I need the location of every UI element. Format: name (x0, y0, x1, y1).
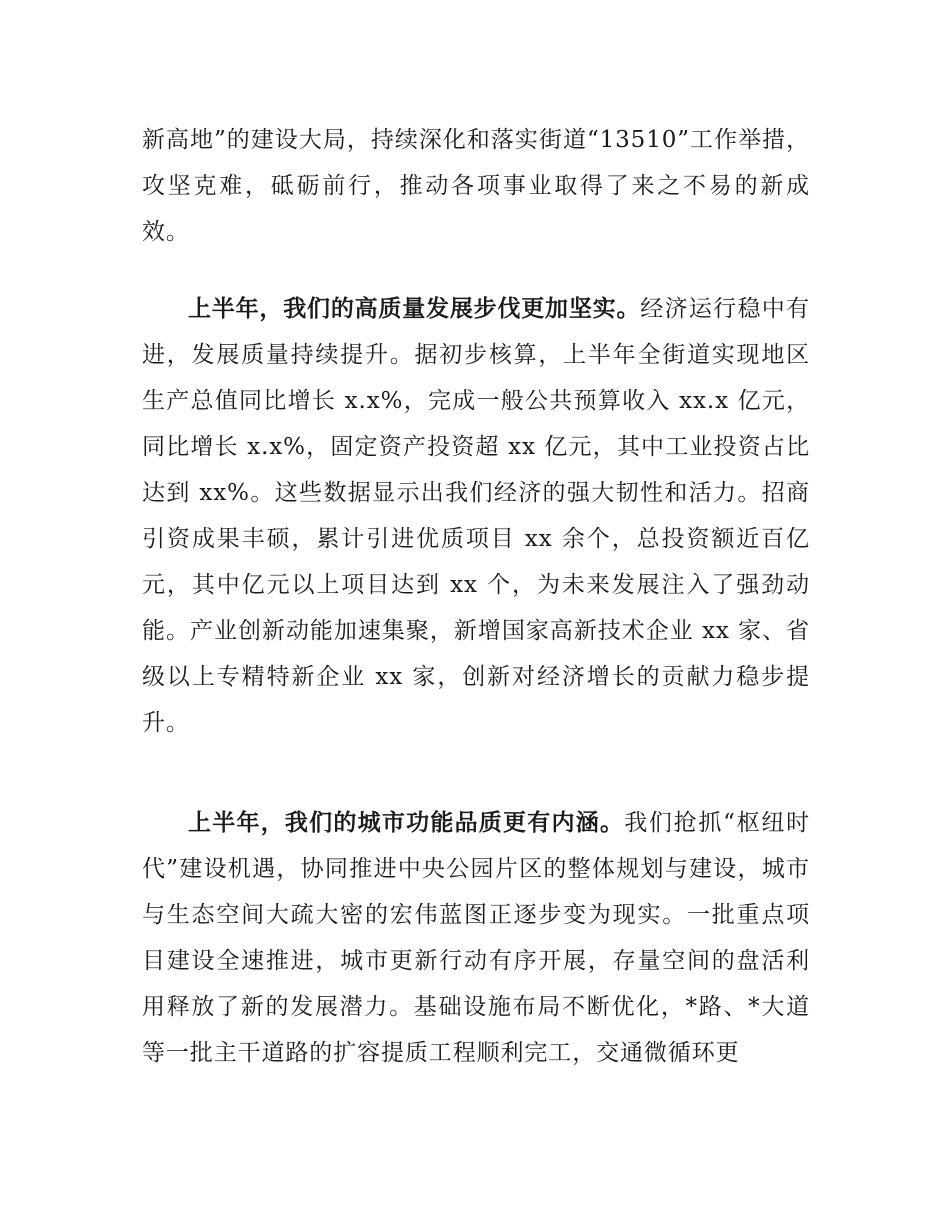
paragraph-body: 我们抢抓“枢纽时代”建设机遇，协同推进中央公园片区的整体规划与建设，城市与生态空间大疏大密的宏伟蓝图正逐步变为现实。一批重点项目建设全速推进，城市更新行动有序开展，存量空间的盘活利用释放了新的发展潜力。基础设施布局不断优化，*路、*大道等一批主干道路的扩容提质工程顺利完工，交通微循环更 (142, 810, 810, 1066)
paragraph-lead-sentence: 上半年，我们的城市功能品质更有内涵。 (188, 810, 625, 836)
paragraph-urban-function (142, 800, 810, 1076)
paragraph-lead-sentence: 上半年，我们的高质量发展步伐更加坚实。 (188, 296, 641, 322)
paragraph-text: 新高地”的建设大局，持续深化和落实街道“13510”工作举措，攻坚克难，砥砺前行，推动各项事业取得了来之不易的新成效。 (142, 127, 810, 245)
paragraph-economic-development (142, 286, 810, 746)
paragraph-body: 经济运行稳中有进，发展质量持续提升。据初步核算，上半年全街道实现地区生产总值同比增长 x.x%，完成一般公共预算收入 xx.x 亿元，同比增长 x.x%，固定资产投资超 xx 亿元，其中工业投资占比达到 xx%。这些数据显示出我们经济的强大韧性和活力。招商引资成果丰硕，累计引进优质项目 xx 余个，总投资额近百亿元，其中亿元以上项目达到 xx 个，为未来发展注入了强劲动能。产业创新动能加速集聚，新增国家高新技术企业 xx 家、省级以上专精特新企业 xx 家，创新对经济增长的贡献力稳步提升。 (142, 296, 810, 736)
paragraph-continuation (142, 117, 810, 255)
